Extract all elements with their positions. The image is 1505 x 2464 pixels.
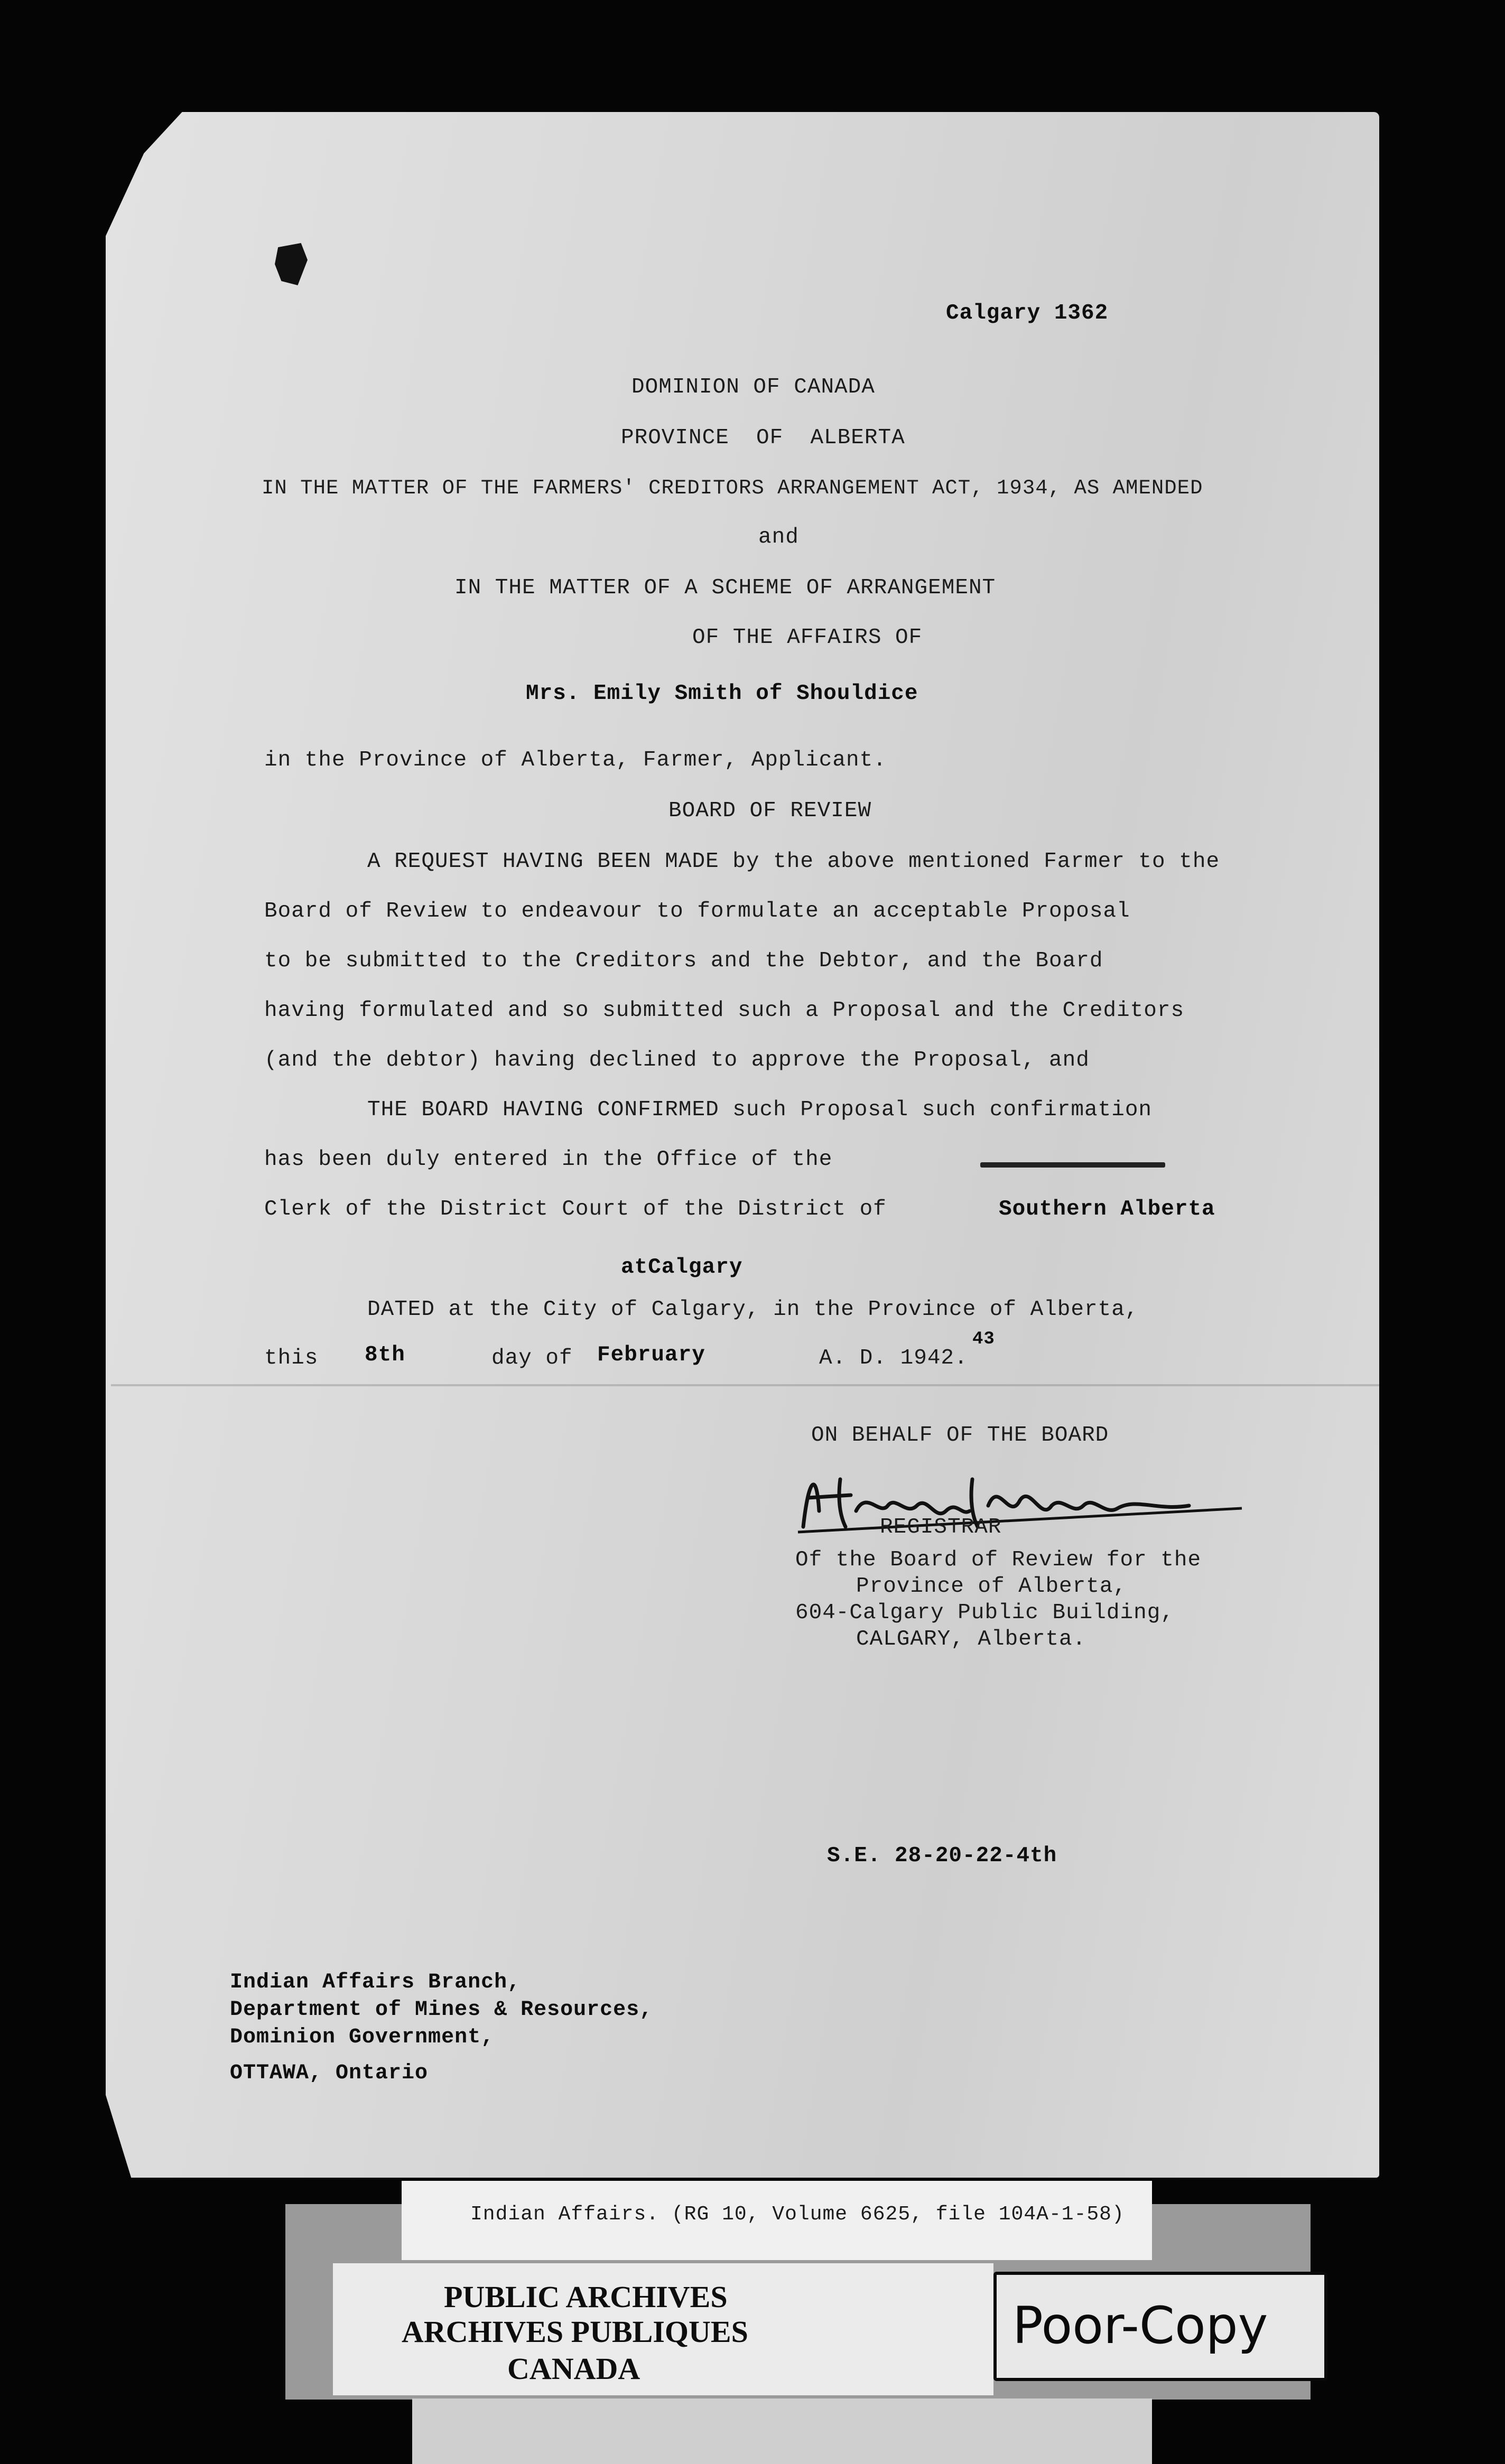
signature-address: Of the Board of Review for the	[795, 1548, 1202, 1572]
document-page	[106, 112, 1379, 2178]
date-day-of: day of	[491, 1346, 573, 1370]
date-year: A. D. 1942.	[819, 1346, 968, 1370]
dated-line: DATED at the City of Calgary, in the Province of Alberta,	[367, 1298, 1139, 1322]
applicant-location: in the Province of Alberta, Farmer, Applicant.	[264, 748, 887, 772]
archive-label	[402, 2181, 1152, 2260]
poor-copy-text: Poor-Copy	[1012, 2296, 1268, 2355]
struck-out-blank	[980, 1162, 1165, 1168]
archive-strip	[412, 2398, 1152, 2464]
poor-copy-stamp	[993, 2272, 1327, 2381]
date-day: 8th	[365, 1343, 405, 1367]
address-line: Department of Mines & Resources,	[230, 1998, 653, 2022]
title-act: IN THE MATTER OF THE FARMERS' CREDITORS ARRANGEMENT ACT, 1934, AS AMENDED	[262, 477, 1203, 500]
body-line: to be submitted to the Creditors and the Debtor, and the Board	[264, 949, 1103, 973]
body-line: (and the debtor) having declined to approve the Proposal, and	[264, 1048, 1090, 1072]
stamp-line: ARCHIVES PUBLIQUES	[402, 2314, 748, 2349]
body-line: A REQUEST HAVING BEEN MADE by the above mentioned Farmer to the	[367, 850, 1220, 874]
body-line: THE BOARD HAVING CONFIRMED such Proposal such confirmation	[367, 1098, 1153, 1122]
stamp-line: CANADA	[507, 2351, 640, 2386]
district-name: Southern Alberta	[999, 1197, 1215, 1221]
file-reference: Calgary 1362	[946, 301, 1109, 325]
signature-address: CALGARY, Alberta.	[856, 1627, 1086, 1651]
title-dominion: DOMINION OF CANADA	[631, 375, 875, 399]
address-line: OTTAWA, Ontario	[230, 2061, 429, 2085]
title-province: PROVINCE OF ALBERTA	[621, 426, 905, 450]
address-line: Dominion Government,	[230, 2026, 495, 2049]
applicant-name: Mrs. Emily Smith of Shouldice	[526, 682, 918, 706]
registrar-title: REGISTRAR	[880, 1515, 1002, 1539]
date-month: February	[597, 1343, 705, 1367]
stamp-line: PUBLIC ARCHIVES	[444, 2280, 728, 2314]
page-fold	[111, 1384, 1379, 1386]
title-affairs: OF THE AFFAIRS OF	[692, 626, 923, 650]
archive-reference: Indian Affairs. (RG 10, Volume 6625, file 104A-1-58)	[470, 2203, 1125, 2226]
signature-address: 604-Calgary Public Building,	[795, 1601, 1174, 1625]
date-year-correction: 43	[972, 1329, 995, 1349]
board-heading: BOARD OF REVIEW	[668, 799, 872, 823]
archive-stamp	[333, 2263, 993, 2395]
body-line: has been duly entered in the Office of the	[264, 1147, 833, 1172]
district-at: atCalgary	[621, 1255, 743, 1280]
address-line: Indian Affairs Branch,	[230, 1971, 521, 1994]
body-line: having formulated and so submitted such a Proposal and the Creditors	[264, 998, 1185, 1023]
date-this: this	[264, 1346, 319, 1370]
body-line: Clerk of the District Court of the District of	[264, 1197, 887, 1221]
title-scheme: IN THE MATTER OF A SCHEME OF ARRANGEMENT	[454, 576, 996, 600]
behalf-line: ON BEHALF OF THE BOARD	[811, 1423, 1109, 1448]
land-description: S.E. 28-20-22-4th	[827, 1844, 1057, 1868]
registrar-signature	[787, 1448, 1252, 1553]
title-and: and	[758, 525, 799, 549]
body-line: Board of Review to endeavour to formulate an acceptable Proposal	[264, 899, 1130, 923]
signature-address: Province of Alberta,	[856, 1574, 1127, 1599]
